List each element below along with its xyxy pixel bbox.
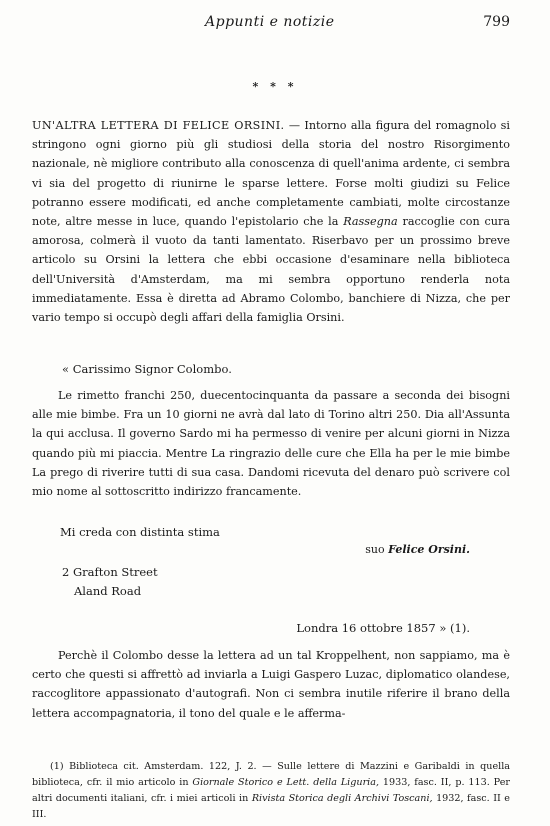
address-line-1: 2 Grafton Street — [62, 565, 158, 579]
section-separator: * * * — [252, 80, 298, 93]
footnote-italic-2: Rivista Storica degli Archivi Toscani, — [251, 793, 433, 804]
letter-salutation: « Carissimo Signor Colombo. — [62, 362, 232, 376]
footnote-part-3: 1932, fasc. II e III. — [32, 793, 510, 820]
page-header — [30, 14, 510, 36]
letter-closing: Mi creda con distinta stima — [60, 525, 220, 539]
footnote-italic-1: Giornale Storico e Lett. della Liguria, — [192, 777, 379, 788]
intro-text: — Intorno alla figura del romagnolo si stringono ogni giorno più gli studiosi della storia del nostro Risorgimento nazionale, nè migliore contributo alla conoscenza di quell'anima ardente, ci sembra vi sia del progetto di riunirne le sparse lettere. Forse molti giudizi su Felice potranno essere modificati, ed anche completamente cambiati, molte circostanze note, altre messe in luce, quando l'epistolario che la — [32, 119, 511, 229]
after-letter-paragraph — [32, 646, 510, 723]
intro-italic-rassegna: Rassegna — [343, 215, 398, 229]
running-title: Appunti e notizie — [205, 14, 335, 30]
article-heading: UN'ALTRA LETTERA DI FELICE ORSINI. — [32, 119, 285, 132]
footnote-part-2: 1933, fasc. II, p. 113. Per altri documenti italiani, cfr. i miei articoli in — [32, 777, 510, 804]
footnote — [32, 759, 510, 823]
address-line-2: Aland Road — [74, 584, 142, 598]
page-number: 799 — [483, 14, 510, 30]
footnote-part-1: (1) Biblioteca cit. Amsterdam. 122, J. 2. — Sulle lettere di Mazzini e Garibaldi in quella biblioteca, cfr. il mio articolo in — [32, 761, 510, 788]
letter-signature — [365, 543, 470, 556]
signature-name: Felice Orsini. — [388, 543, 470, 556]
intro-paragraph — [32, 116, 510, 327]
letter-body-text: Le rimetto franchi 250, duecentocinquanta da passare a seconda dei bisogni alle mie bimbe. Fra un 10 giorni ne avrà dal lato di Torino altri 250. Dia all'Assunta la qui acclusa. Il governo Sardo mi ha permesso di venire per alcuni giorni in Nizza quando più mi piaccia. Mentre La ringrazio delle cure che Ella ha per le mie bimbe La prego di riverire tutti di sua casa. Dandomi ricevuta del denaro può scrivere col mio nome al sottoscritto indirizzo francamente. — [32, 389, 510, 499]
letter-date-line: Londra 16 ottobre 1857 » (1). — [296, 621, 470, 635]
signature-prefix: suo — [365, 543, 385, 556]
after-letter-text: Perchè il Colombo desse la lettera ad un tal Kroppelhent, non sappiamo, ma è certo che questi si affrettò ad inviarla a Luigi Gaspero Luzac, diplomatico olandese, raccoglitore appassionato d'autografi. Non ci sembra inutile riferire il brano della lettera accompagnatoria, il tono del quale e le afferma- — [32, 649, 510, 720]
intro-text-continued: raccoglie con cura amorosa, colmerà il vuoto da tanti lamentato. Riserbavo per un prossimo breve articolo su Orsini la lettera che ebbi occasione d'esaminare nella biblioteca dell'Università d'Amsterdam, ma mi sembra opportuno renderla nota immediatamente. Essa è diretta ad Abramo Colombo, banchiere di Nizza, che per vario tempo si occupò degli affari della famiglia Orsini. — [32, 215, 510, 325]
letter-body — [32, 386, 510, 501]
